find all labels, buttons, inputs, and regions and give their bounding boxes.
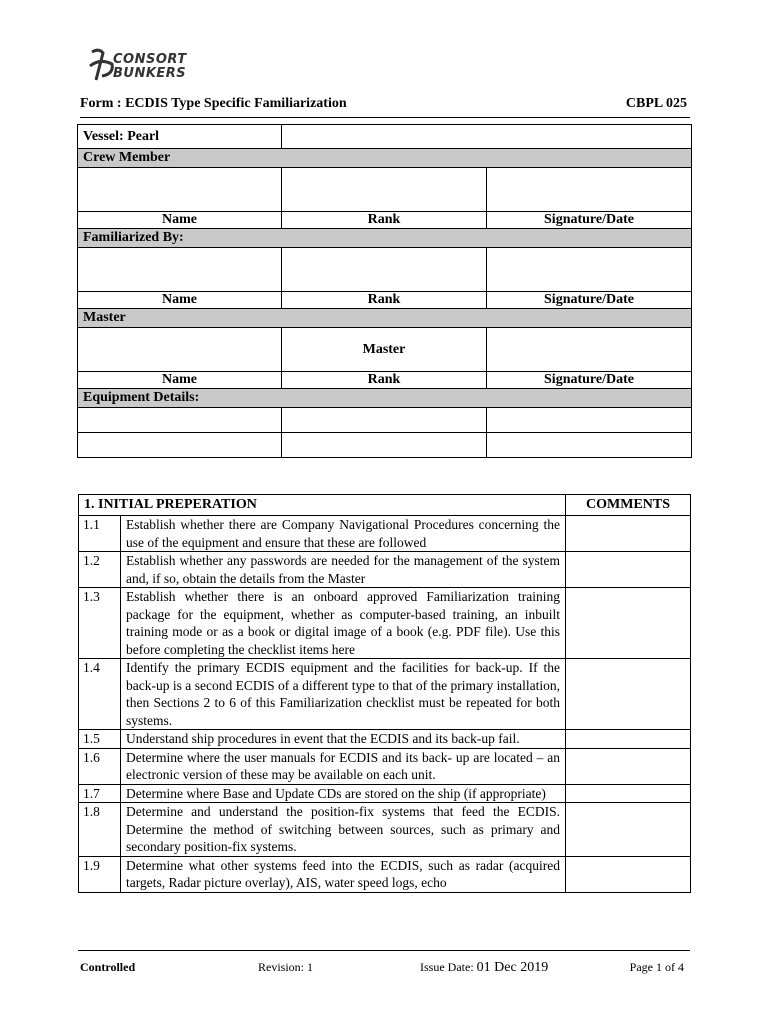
form-code: CBPL 025: [625, 96, 687, 111]
familiarizer-name-field[interactable]: [78, 248, 282, 292]
checklist-row: [79, 659, 691, 730]
checklist-row: [79, 784, 691, 803]
master-name-field[interactable]: [78, 328, 282, 372]
crew-rank-label: Rank: [282, 212, 487, 229]
item-number: 1.8: [79, 803, 121, 857]
item-number: 1.3: [79, 588, 121, 659]
vessel-label: [78, 125, 282, 149]
item-text: Determine where Base and Update CDs are stored on the ship (if appropriate): [121, 784, 566, 803]
master-signature-field[interactable]: [487, 328, 692, 372]
equipment-field[interactable]: [282, 433, 487, 458]
comments-header: COMMENTS: [566, 495, 691, 516]
item-number: 1.5: [79, 730, 121, 749]
crew-rank-field[interactable]: [282, 168, 487, 212]
crew-member-header: Crew Member: [78, 149, 692, 168]
checklist-row: [79, 516, 691, 552]
familiarizer-signature-field[interactable]: [487, 248, 692, 292]
familiarized-by-header: Familiarized By:: [78, 229, 692, 248]
item-comment-field[interactable]: [566, 659, 691, 730]
item-text: Determine and understand the position-fix systems that feed the ECDIS. Determine the method of switching between sources, such as primary and secondary position-fix systems.: [121, 803, 566, 857]
item-text: Identify the primary ECDIS equipment and the facilities for back-up. If the back-up is a second ECDIS of a different type to that of the primary installation, then Sections 2 to 6 of this Familiarization checklist must be repeated for both systems.: [121, 659, 566, 730]
item-comment-field[interactable]: [566, 588, 691, 659]
item-comment-field[interactable]: [566, 803, 691, 857]
item-number: 1.6: [79, 748, 121, 784]
issue-date: [420, 960, 548, 976]
logo-mark-icon: [86, 44, 116, 84]
revision-label: Revision: 1: [258, 960, 314, 974]
checklist-row: [79, 803, 691, 857]
familiarizer-name-label: Name: [78, 292, 282, 309]
item-comment-field[interactable]: [566, 748, 691, 784]
item-text: Establish whether there is an onboard approved Familiarization training package for the equipment, whether as computer-based training, an inbuilt training mode or as a book or digital image of a book (e.g. PDF file). Use this before completing the checklist items here: [121, 588, 566, 659]
crew-signature-label: Signature/Date: [487, 212, 692, 229]
master-rank-value: Master: [282, 328, 487, 372]
controlled-label: Controlled: [80, 960, 136, 974]
item-comment-field[interactable]: [566, 856, 691, 892]
logo-text-consort: CONSORT: [113, 52, 187, 67]
initial-preparation-checklist: [78, 494, 691, 893]
crew-name-label: Name: [78, 212, 282, 229]
issue-date-value: 01 Dec 2019: [476, 960, 549, 975]
item-number: 1.7: [79, 784, 121, 803]
master-signature-label: Signature/Date: [487, 372, 692, 389]
checklist-row: [79, 588, 691, 659]
equipment-details-header: Equipment Details:: [78, 389, 692, 408]
header-divider: [80, 117, 690, 118]
familiarizer-rank-label: Rank: [282, 292, 487, 309]
crew-info-table: [77, 124, 692, 458]
master-rank-label: Rank: [282, 372, 487, 389]
checklist-row: [79, 552, 691, 588]
master-name-label: Name: [78, 372, 282, 389]
equipment-field[interactable]: [487, 408, 692, 433]
footer-divider: [78, 950, 690, 951]
checklist-row: [79, 856, 691, 892]
item-text: Establish whether there are Company Navigational Procedures concerning the use of the equipment and ensure that these are followed: [121, 516, 566, 552]
issue-date-label: Issue Date:: [420, 960, 474, 974]
item-comment-field[interactable]: [566, 784, 691, 803]
equipment-field[interactable]: [487, 433, 692, 458]
item-comment-field[interactable]: [566, 516, 691, 552]
item-comment-field[interactable]: [566, 730, 691, 749]
logo-text-bunkers: BUNKERS: [113, 66, 187, 81]
company-logo: [86, 44, 226, 86]
item-text: Establish whether any passwords are needed for the management of the system and, if so, obtain the details from the Master: [121, 552, 566, 588]
vessel-name: Vessel: Pearl: [83, 128, 160, 144]
form-title: Form : ECDIS Type Specific Familiarization: [80, 96, 347, 111]
equipment-field[interactable]: [78, 433, 282, 458]
checklist-row: [79, 748, 691, 784]
checklist-row: [79, 730, 691, 749]
item-text: Determine what other systems feed into the ECDIS, such as radar (acquired targets, Radar picture overlay), AIS, water speed logs, echo: [121, 856, 566, 892]
item-text: Determine where the user manuals for ECDIS and its back- up are located – an electronic version of these may be available on each unit.: [121, 748, 566, 784]
item-number: 1.9: [79, 856, 121, 892]
item-comment-field[interactable]: [566, 552, 691, 588]
vessel-value-field[interactable]: [282, 125, 692, 149]
page-number: Page 1 of 4: [629, 960, 684, 974]
section-title: 1. INITIAL PREPERATION: [79, 495, 566, 516]
equipment-field[interactable]: [78, 408, 282, 433]
item-number: 1.4: [79, 659, 121, 730]
master-header: Master: [78, 309, 692, 328]
familiarizer-signature-label: Signature/Date: [487, 292, 692, 309]
item-text: Understand ship procedures in event that the ECDIS and its back-up fail.: [121, 730, 566, 749]
item-number: 1.1: [79, 516, 121, 552]
familiarizer-rank-field[interactable]: [282, 248, 487, 292]
crew-signature-field[interactable]: [487, 168, 692, 212]
crew-name-field[interactable]: [78, 168, 282, 212]
equipment-field[interactable]: [282, 408, 487, 433]
item-number: 1.2: [79, 552, 121, 588]
